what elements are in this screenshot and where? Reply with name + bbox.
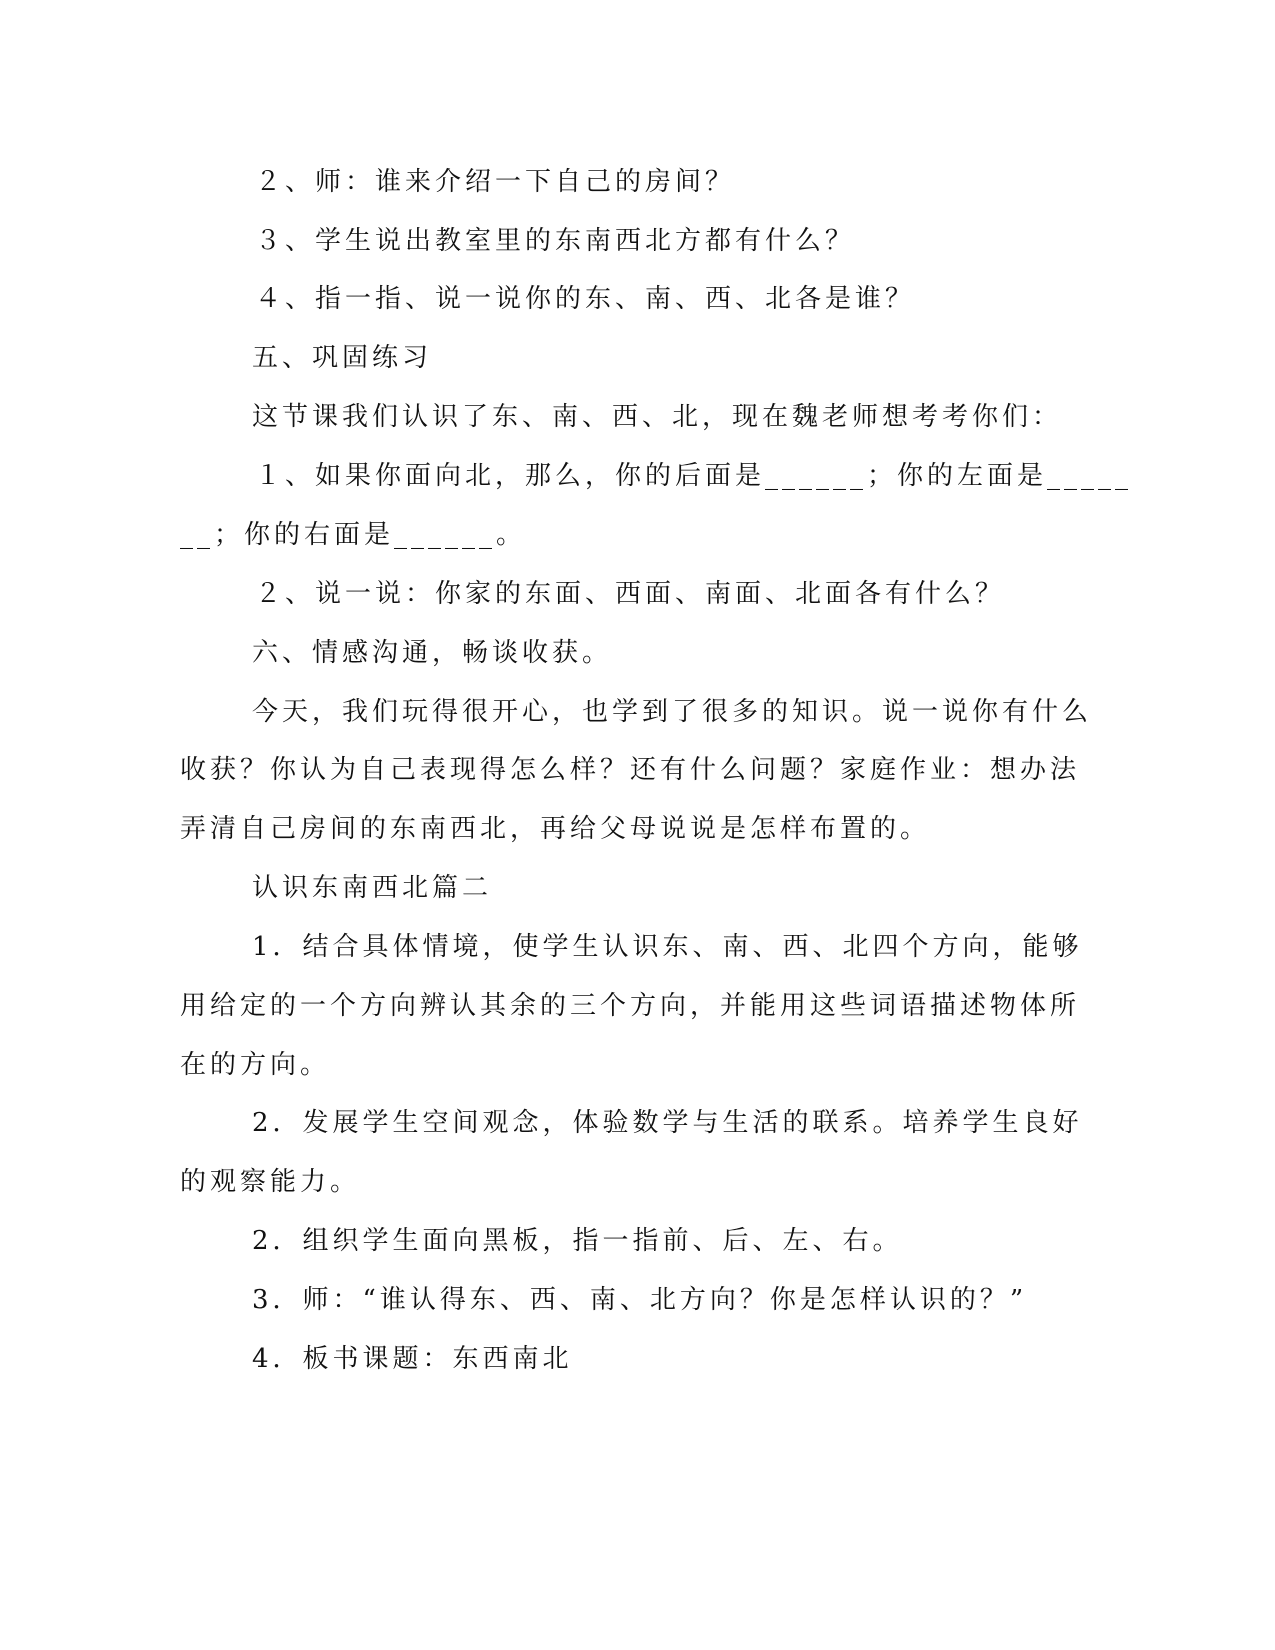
step-3: 3．师：“谁认得东、西、南、北方向？你是怎样认识的？” [252,1285,1028,1315]
goal-1-line-1: 1．结合具体情境，使学生认识东、南、西、北四个方向，能够 [252,932,1083,962]
goal-1-line-3: 在的方向。 [180,1050,331,1080]
list-item-2: ２、师：谁来介绍一下自己的房间？ [255,167,736,197]
section-title-part-2: 认识东南西北篇二 [252,873,493,903]
exercise-1-line-1: １、如果你面向北，那么，你的后面是______；你的左面是_____ [255,461,1133,491]
goal-1-line-2: 用给定的一个方向辨认其余的三个方向，并能用这些词语描述物体所 [180,991,1081,1021]
step-2: 2．组织学生面向黑板，指一指前、后、左、右。 [252,1226,903,1256]
section-heading-6: 六、情感沟通，畅谈收获。 [252,638,613,668]
goal-2-line-1: 2．发展学生空间观念，体验数学与生活的联系。培养学生良好 [252,1108,1083,1138]
section-heading-5: 五、巩固练习 [252,343,433,373]
paragraph-summary-line-3: 弄清自己房间的东南西北，再给父母说说是怎样布置的。 [180,814,931,844]
exercise-2: ２、说一说：你家的东面、西面、南面、北面各有什么？ [255,579,1006,609]
paragraph-summary-line-1: 今天，我们玩得很开心，也学到了很多的知识。说一说你有什么 [252,697,1093,727]
paragraph-summary-line-2: 收获？你认为自己表现得怎么样？还有什么问题？家庭作业：想办法 [180,755,1081,785]
exercise-1-line-2: __；你的右面是______。 [180,520,527,550]
step-4: 4．板书课题：东西南北 [252,1344,573,1374]
paragraph-intro: 这节课我们认识了东、南、西、北，现在魏老师想考考你们： [252,402,1063,432]
list-item-4: ４、指一指、说一说你的东、南、西、北各是谁？ [255,284,916,314]
goal-2-line-2: 的观察能力。 [180,1167,361,1197]
list-item-3: ３、学生说出教室里的东南西北方都有什么？ [255,226,856,256]
